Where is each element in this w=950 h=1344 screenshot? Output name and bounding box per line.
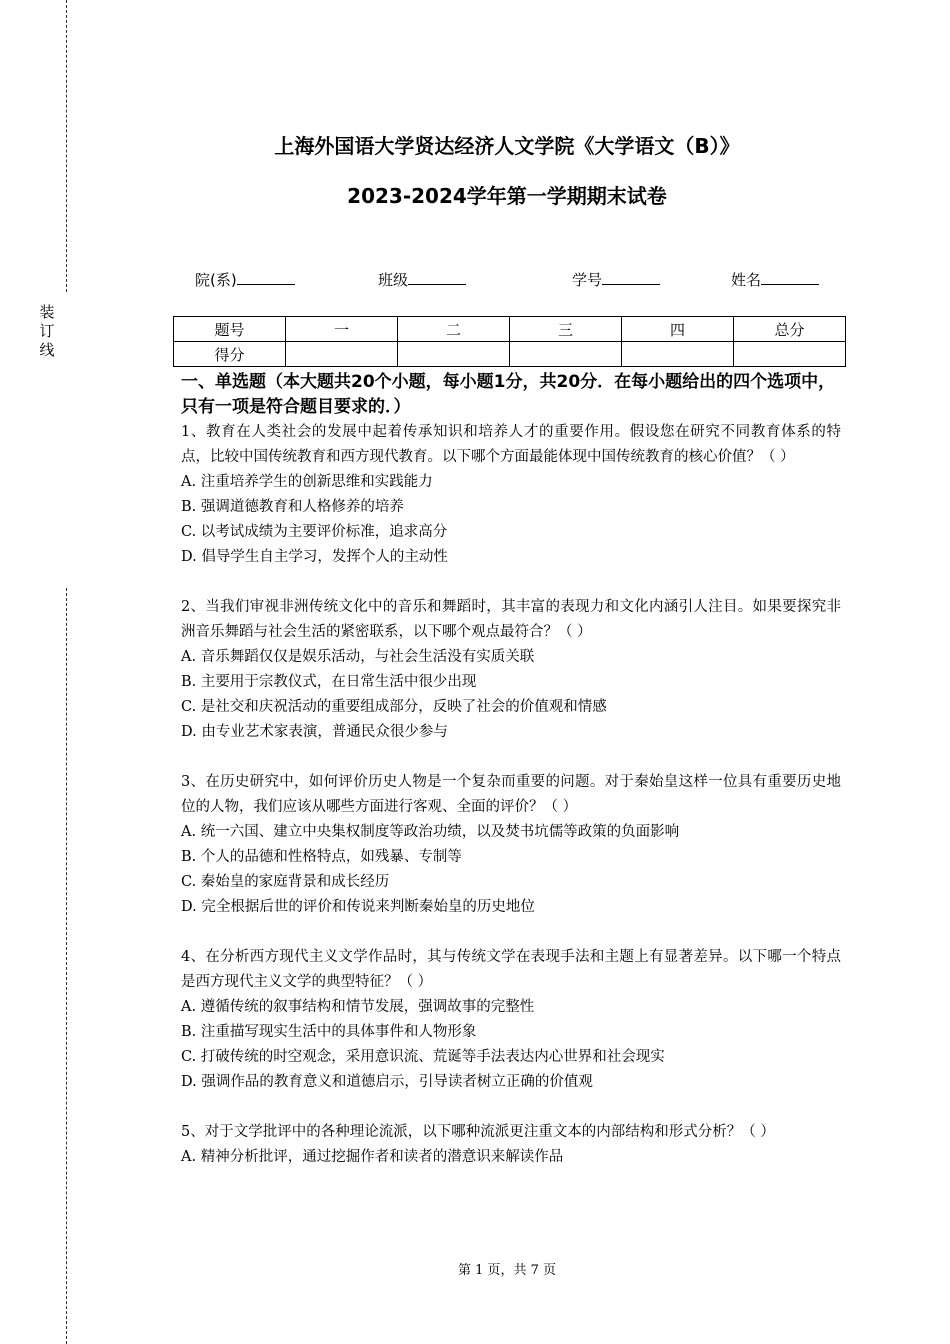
question-5 xyxy=(181,1120,841,1170)
score-table-header-cell: 二 xyxy=(398,317,510,342)
score-cell[interactable] xyxy=(622,342,734,367)
score-table-header-cell: 一 xyxy=(286,317,398,342)
option-b[interactable]: B. 主要用于宗教仪式，在日常生活中很少出现 xyxy=(181,674,477,690)
option-d[interactable]: D. 由专业艺术家表演，普通民众很少参与 xyxy=(181,724,448,740)
score-table-header-row xyxy=(174,317,846,342)
score-row-label: 得分 xyxy=(174,342,286,367)
question-3 xyxy=(181,770,841,920)
score-cell[interactable] xyxy=(286,342,398,367)
question-4 xyxy=(181,945,841,1095)
score-table-header-cell: 总分 xyxy=(734,317,846,342)
department-label: 院(系) xyxy=(195,271,237,289)
option-a[interactable]: A. 注重培养学生的创新思维和实践能力 xyxy=(181,474,433,490)
section-heading: 一、单选题（本大题共20个小题，每小题1分，共20分．在每小题给出的四个选项中，只有一项是符合题目要求的．） xyxy=(181,372,836,417)
option-b[interactable]: B. 强调道德教育和人格修养的培养 xyxy=(181,499,404,515)
page-footer: 第 1 页，共 7 页 xyxy=(457,1263,557,1278)
question-stem: 1、教育在人类社会的发展中起着传承知识和培养人才的重要作用。假设您在研究不同教育体系的特点，比较中国传统教育和西方现代教育。以下哪个方面最能体现中国传统教育的核心价值？（ ） xyxy=(181,424,841,465)
score-cell[interactable] xyxy=(510,342,622,367)
binding-label: 装订线 xyxy=(39,303,55,359)
score-cell[interactable] xyxy=(734,342,846,367)
class-blank[interactable] xyxy=(408,270,466,285)
option-b[interactable]: B. 个人的品德和性格特点，如残暴、专制等 xyxy=(181,849,462,865)
binding-dashed-line-bottom xyxy=(66,588,67,1344)
name-field[interactable] xyxy=(731,269,819,290)
option-c[interactable]: C. 是社交和庆祝活动的重要组成部分，反映了社会的价值观和情感 xyxy=(181,699,607,715)
option-a[interactable]: A. 统一六国、建立中央集权制度等政治功绩，以及焚书坑儒等政策的负面影响 xyxy=(181,824,680,840)
option-c[interactable]: C. 打破传统的时空观念，采用意识流、荒诞等手法表达内心世界和社会现实 xyxy=(181,1049,665,1065)
score-table-header-cell: 题号 xyxy=(174,317,286,342)
option-d[interactable]: D. 强调作品的教育意义和道德启示，引导读者树立正确的价值观 xyxy=(181,1074,593,1090)
option-a[interactable]: A. 遵循传统的叙事结构和情节发展，强调故事的完整性 xyxy=(181,999,535,1015)
class-label: 班级 xyxy=(378,271,409,289)
department-field[interactable] xyxy=(195,269,295,290)
option-d[interactable]: D. 倡导学生自主学习，发挥个人的主动性 xyxy=(181,549,448,565)
score-cell[interactable] xyxy=(398,342,510,367)
score-table-header-cell: 三 xyxy=(510,317,622,342)
question-stem: 2、当我们审视非洲传统文化中的音乐和舞蹈时，其丰富的表现力和文化内涵引人注目。如果要探究非洲音乐舞蹈与社会生活的紧密联系，以下哪个观点最符合？（ ） xyxy=(181,599,841,640)
department-blank[interactable] xyxy=(237,270,295,285)
class-field[interactable] xyxy=(378,269,466,290)
question-stem: 3、在历史研究中，如何评价历史人物是一个复杂而重要的问题。对于秦始皇这样一位具有重要历史地位的人物，我们应该从哪些方面进行客观、全面的评价？（ ） xyxy=(181,774,841,815)
exam-content xyxy=(181,370,841,1195)
student-id-blank[interactable] xyxy=(602,270,660,285)
exam-title: 上海外国语大学贤达经济人文学院《大学语文（B）》 xyxy=(274,134,740,158)
option-c[interactable]: C. 以考试成绩为主要评价标准，追求高分 xyxy=(181,524,448,540)
name-label: 姓名 xyxy=(731,271,762,289)
option-c[interactable]: C. 秦始皇的家庭背景和成长经历 xyxy=(181,874,390,890)
option-a[interactable]: A. 精神分析批评，通过挖掘作者和读者的潜意识来解读作品 xyxy=(181,1149,564,1165)
question-stem: 5、对于文学批评中的各种理论流派，以下哪种流派更注重文本的内部结构和形式分析？（ ） xyxy=(181,1124,775,1140)
score-table xyxy=(173,316,846,367)
name-blank[interactable] xyxy=(761,270,819,285)
question-2 xyxy=(181,595,841,745)
student-id-label: 学号 xyxy=(572,271,603,289)
student-id-field[interactable] xyxy=(572,269,660,290)
score-table-header-cell: 四 xyxy=(622,317,734,342)
exam-subtitle: 2023-2024学年第一学期期末试卷 xyxy=(347,184,667,208)
option-b[interactable]: B. 注重描写现实生活中的具体事件和人物形象 xyxy=(181,1024,477,1040)
option-d[interactable]: D. 完全根据后世的评价和传说来判断秦始皇的历史地位 xyxy=(181,899,535,915)
question-stem: 4、在分析西方现代主义文学作品时，其与传统文学在表现手法和主题上有显著差异。以下哪一个特点是西方现代主义文学的典型特征？（ ） xyxy=(181,949,841,990)
question-1 xyxy=(181,420,841,570)
score-table-score-row xyxy=(174,342,846,367)
option-a[interactable]: A. 音乐舞蹈仅仅是娱乐活动，与社会生活没有实质关联 xyxy=(181,649,535,665)
